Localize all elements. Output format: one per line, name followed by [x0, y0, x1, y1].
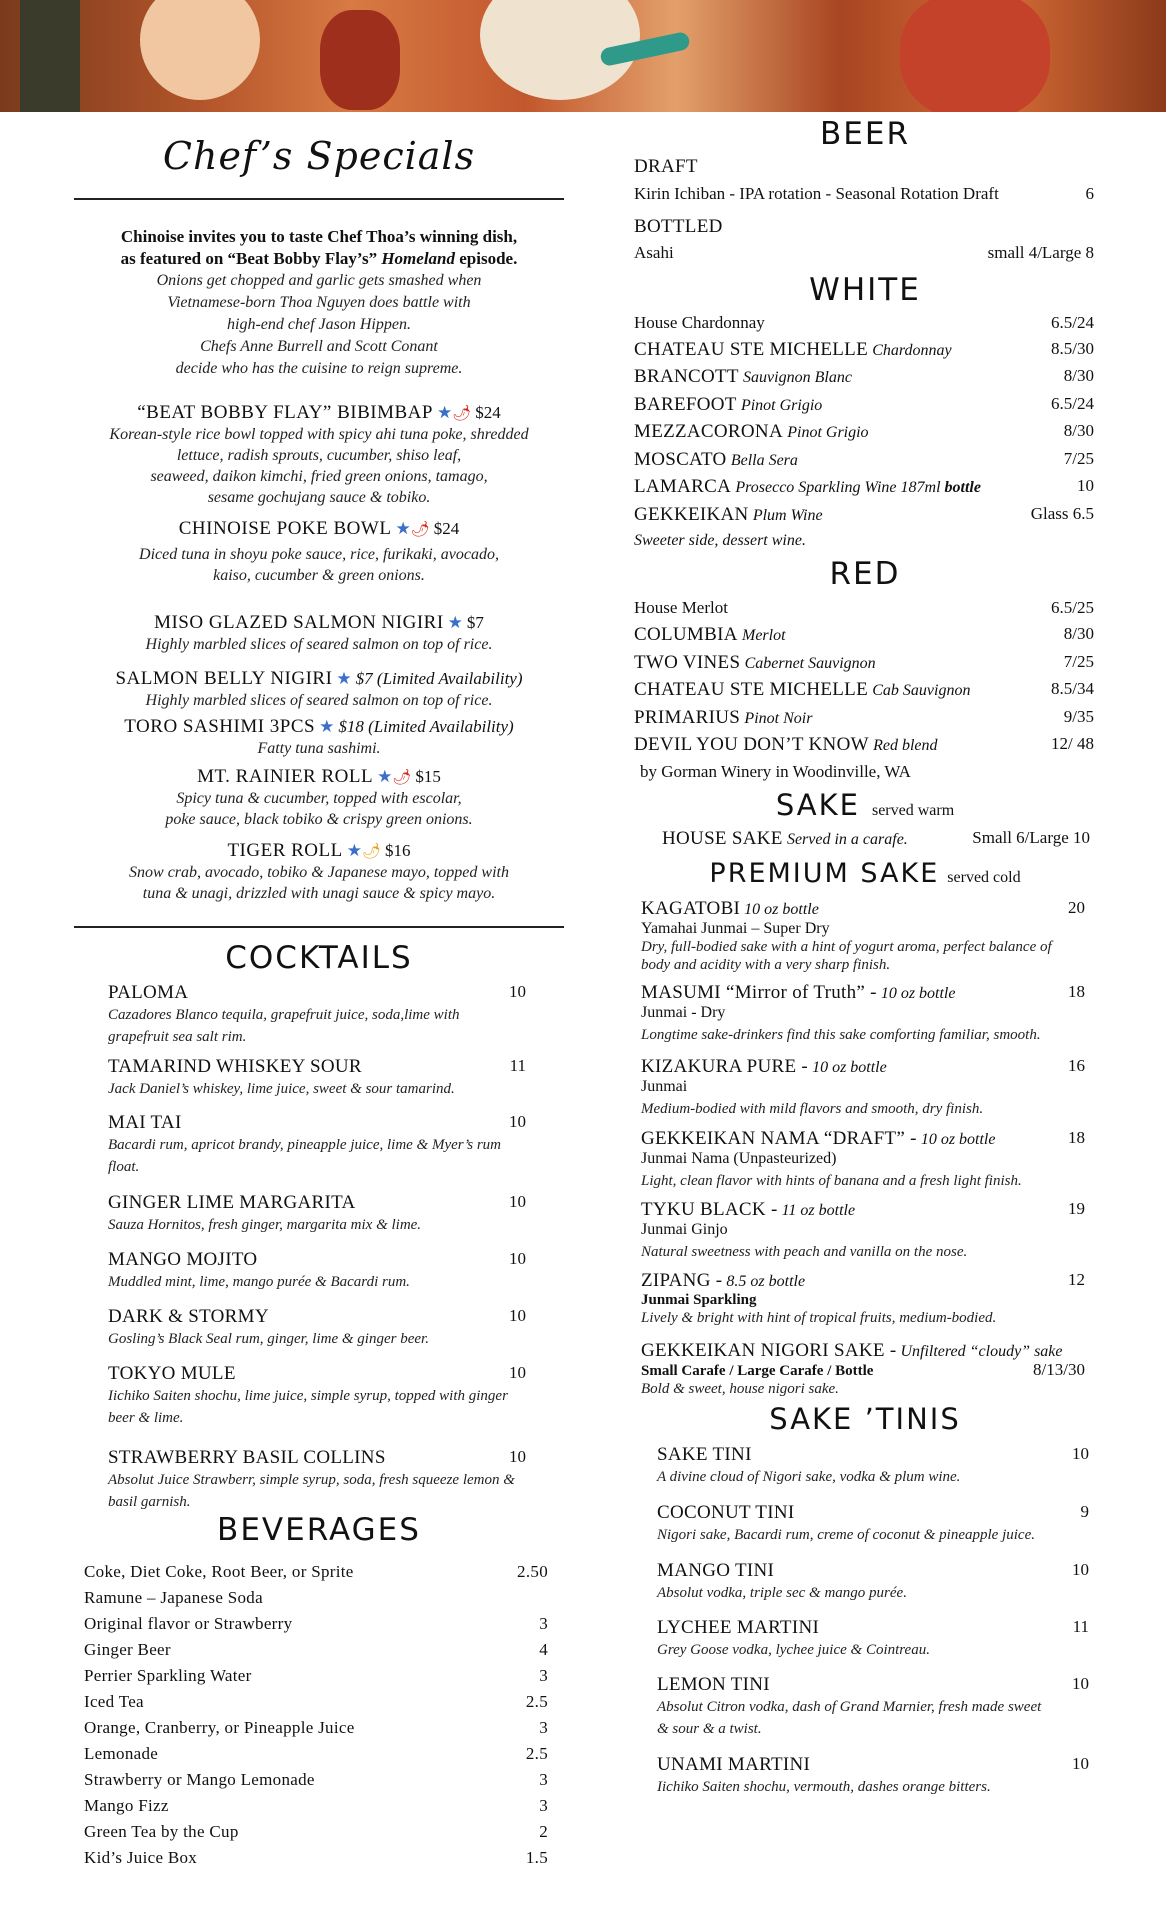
- sake-item: KIZAKURA PURE - 10 oz bottle 16 Junmai Medium-bodied with mild flavors and smooth, dry finish.: [641, 1056, 1085, 1117]
- header-illustration: [0, 0, 1166, 112]
- wine-item: LAMARCA Prosecco Sparkling Wine 187ml bottle 10: [634, 476, 1094, 497]
- cocktail-item: PALOMA 10 Cazadores Blanco tequila, grapefruit juice, soda,lime with grapefruit sea salt rim.: [108, 982, 526, 1045]
- wine-item: BRANCOTT Sauvignon Blanc 8/30: [634, 366, 1094, 387]
- chefs-specials-title: Chef’s Specials: [162, 134, 476, 178]
- red-wine-title: RED: [829, 556, 901, 592]
- cocktails-title: COCKTAILS: [225, 940, 413, 976]
- beverage-item: Ginger Beer 4: [84, 1640, 548, 1659]
- wine-item: MEZZACORONA Pinot Grigio 8/30: [634, 421, 1094, 442]
- white-wine-title: WHITE: [809, 272, 921, 308]
- beverage-item: Ramune – Japanese Soda: [84, 1588, 263, 1607]
- cocktail-item: TAMARIND WHISKEY SOUR 11 Jack Daniel’s whiskey, lime juice, sweet & sour tamarind.: [108, 1056, 526, 1097]
- wine-item: CHATEAU STE MICHELLE Chardonnay 8.5/30: [634, 339, 1094, 360]
- wine-item: GEKKEIKAN Plum Wine Glass 6.5: [634, 504, 1094, 525]
- chili-pepper-icon: 🌶: [410, 522, 430, 538]
- menu-item: TORO SASHIMI 3PCS ★ $18 (Limited Availability) Fatty tuna sashimi.: [124, 716, 514, 757]
- tini-item: MANGO TINI 10 Absolut vodka, triple sec & mango purée.: [657, 1560, 1089, 1601]
- sake-item: GEKKEIKAN NIGORI SAKE - Unfiltered “cloudy” sake Small Carafe / Large Carafe / Bottle 8/13/30 Bold & sweet, house nigori sake.: [641, 1340, 1085, 1397]
- beverage-item: Kid’s Juice Box 1.5: [84, 1848, 548, 1867]
- tini-item: LEMON TINI 10 Absolut Citron vodka, dash of Grand Marnier, fresh made sweet & sour & a twist.: [657, 1674, 1089, 1737]
- wine-item: TWO VINES Cabernet Sauvignon 7/25: [634, 652, 1094, 673]
- tini-item: COCONUT TINI 9 Nigori sake, Bacardi rum, creme of coconut & pineapple juice.: [657, 1502, 1089, 1543]
- sake-tinis-title: SAKE ’TINIS: [769, 1402, 961, 1436]
- cocktail-item: DARK & STORMY 10 Gosling’s Black Seal rum, ginger, lime & ginger beer.: [108, 1306, 526, 1347]
- wine-item: House Merlot 6.5/25: [634, 598, 1094, 617]
- beer-draft-list: Kirin Ichiban - IPA rotation - Seasonal Rotation Draft 6: [634, 184, 1094, 203]
- beverage-item: Strawberry or Mango Lemonade 3: [84, 1770, 548, 1789]
- beverage-item: Lemonade 2.5: [84, 1744, 548, 1763]
- tini-item: LYCHEE MARTINI 11 Grey Goose vodka, lychee juice & Cointreau.: [657, 1617, 1089, 1658]
- sake-subtitle: served warm: [871, 802, 955, 819]
- menu-item: “BEAT BOBBY FLAY” BIBIMBAP ★🌶 $24 Korean-style rice bowl topped with spicy ahi tuna poke, shredded lettuce, radish sprouts, cucumber, shiso leaf, seaweed, daikon kimchi, fried green onions, tamago, sesame gochujang sauce & tobiko.: [109, 402, 529, 506]
- star-icon: ★: [395, 519, 411, 538]
- menu-item: CHINOISE POKE BOWL ★🌶 $24 Diced tuna in shoyu poke sauce, rice, furikaki, avocado, kaiso, cucumber & green onions.: [139, 518, 499, 584]
- star-icon: ★: [346, 841, 362, 860]
- intro-line: as featured on “Beat Bobby Flay’s” Homeland episode.: [120, 249, 518, 268]
- cocktail-item: TOKYO MULE 10 Iichiko Saiten shochu, lime juice, simple syrup, topped with ginger beer & lime.: [108, 1363, 526, 1426]
- wine-item: MOSCATO Bella Sera 7/25: [634, 449, 1094, 470]
- menu-item: MISO GLAZED SALMON NIGIRI ★ $7 Highly marbled slices of seared salmon on top of rice.: [145, 612, 493, 653]
- menu-item: SALMON BELLY NIGIRI ★ $7 (Limited Availability) Highly marbled slices of seared salmon on top of rice.: [115, 668, 523, 709]
- divider: [74, 926, 564, 928]
- beverage-item: Mango Fizz 3: [84, 1796, 548, 1815]
- chili-pepper-icon: 🌶: [452, 406, 472, 422]
- sake-header: [630, 788, 1100, 822]
- wine-item: House Chardonnay 6.5/24: [634, 313, 1094, 332]
- menu-item: MT. RAINIER ROLL ★🌶 $15 Spicy tuna & cucumber, topped with escolar, poke sauce, black tobiko & crispy green onions.: [165, 766, 473, 828]
- star-icon: ★: [336, 669, 352, 688]
- sake-item: TYKU BLACK - 11 oz bottle 19 Junmai Ginjo Natural sweetness with peach and vanilla on the nose.: [641, 1199, 1085, 1260]
- chili-pepper-icon: 🌶: [362, 844, 382, 860]
- wine-note: by Gorman Winery in Woodinville, WA: [640, 762, 911, 781]
- star-icon: ★: [436, 403, 453, 422]
- wine-item: BAREFOOT Pinot Grigio 6.5/24: [634, 394, 1094, 415]
- tini-item: SAKE TINI 10 A divine cloud of Nigori sake, vodka & plum wine.: [657, 1444, 1089, 1485]
- beverages-title: BEVERAGES: [217, 1512, 421, 1548]
- beverage-item: Orange, Cranberry, or Pineapple Juice 3: [84, 1718, 548, 1737]
- tini-item: UNAMI MARTINI 10 Iichiko Saiten shochu, vermouth, dashes orange bitters.: [657, 1754, 1089, 1795]
- premium-sake-subtitle: served cold: [947, 869, 1021, 886]
- wine-note: Sweeter side, dessert wine.: [634, 532, 806, 549]
- cocktail-item: MAI TAI 10 Bacardi rum, apricot brandy, pineapple juice, lime & Myer’s rum float.: [108, 1112, 526, 1175]
- premium-sake-title: PREMIUM SAKE: [709, 858, 940, 889]
- cocktail-item: MANGO MOJITO 10 Muddled mint, lime, mango purée & Bacardi rum.: [108, 1249, 526, 1290]
- beer-title: BEER: [820, 116, 910, 152]
- beverage-item: Original flavor or Strawberry 3: [84, 1614, 548, 1633]
- chili-pepper-icon: 🌶: [392, 770, 412, 786]
- menu-item: TIGER ROLL ★🌶 $16 Snow crab, avocado, tobiko & Japanese mayo, topped with tuna & unagi, drizzled with unagi sauce & spicy mayo.: [129, 840, 509, 902]
- intro-text: decide who has the cuisine to reign supreme.: [175, 360, 463, 377]
- intro-text: Vietnamese-born Thoa Nguyen does battle with: [167, 294, 471, 311]
- sake-item: ZIPANG - 8.5 oz bottle 12 Junmai Sparkling Lively & bright with hint of tropical fruits, medium-bodied.: [641, 1270, 1085, 1326]
- chefs-specials-intro: [74, 226, 564, 380]
- wine-item: PRIMARIUS Pinot Noir 9/35: [634, 707, 1094, 728]
- beer-bottled-list: Asahi small 4/Large 8: [634, 243, 1094, 262]
- intro-text: high-end chef Jason Hippen.: [227, 316, 411, 333]
- beverage-item: Perrier Sparkling Water 3: [84, 1666, 548, 1685]
- premium-sake-header: [630, 858, 1100, 889]
- sake-item: MASUMI “Mirror of Truth” - 10 oz bottle 18 Junmai - Dry Longtime sake-drinkers find this sake comforting familiar, smooth.: [641, 982, 1085, 1043]
- divider: [74, 198, 564, 200]
- wine-item: CHATEAU STE MICHELLE Cab Sauvignon 8.5/34: [634, 679, 1094, 700]
- beer-draft: DRAFT: [634, 156, 698, 177]
- star-icon: ★: [447, 613, 463, 632]
- cocktail-item: GINGER LIME MARGARITA 10 Sauza Hornitos, fresh ginger, margarita mix & lime.: [108, 1192, 526, 1233]
- star-icon: ★: [319, 717, 335, 736]
- beverage-item: Iced Tea 2.5: [84, 1692, 548, 1711]
- wine-item: COLUMBIA Merlot 8/30: [634, 624, 1094, 645]
- sake-item: KAGATOBI 10 oz bottle 20 Yamahai Junmai – Super Dry Dry, full-bodied sake with a hint of yogurt aroma, perfect balance of body and acidity with a very sharp finish.: [641, 898, 1085, 973]
- beverage-item: Green Tea by the Cup 2: [84, 1822, 548, 1841]
- cocktail-item: STRAWBERRY BASIL COLLINS 10 Absolut Juice Strawberr, simple syrup, soda, fresh squeeze lemon & basil garnish.: [108, 1447, 526, 1510]
- intro-text: Onions get chopped and garlic gets smashed when: [156, 272, 482, 289]
- house-sake: HOUSE SAKE Served in a carafe. Small 6/Large 10: [662, 828, 1090, 849]
- intro-line: Chinoise invites you to taste Chef Thoa’s winning dish,: [120, 227, 518, 246]
- intro-text: Chefs Anne Burrell and Scott Conant: [200, 338, 438, 355]
- beverage-item: Coke, Diet Coke, Root Beer, or Sprite 2.50: [84, 1562, 548, 1581]
- star-icon: ★: [377, 767, 393, 786]
- beer-bottled: BOTTLED: [634, 216, 723, 237]
- sake-title: SAKE: [775, 788, 860, 822]
- wine-item: DEVIL YOU DON’T KNOW Red blend 12/ 48: [634, 734, 1094, 755]
- sake-item: GEKKEIKAN NAMA “DRAFT” - 10 oz bottle 18 Junmai Nama (Unpasteurized) Light, clean flavor with hints of banana and a fresh light finish.: [641, 1128, 1085, 1189]
